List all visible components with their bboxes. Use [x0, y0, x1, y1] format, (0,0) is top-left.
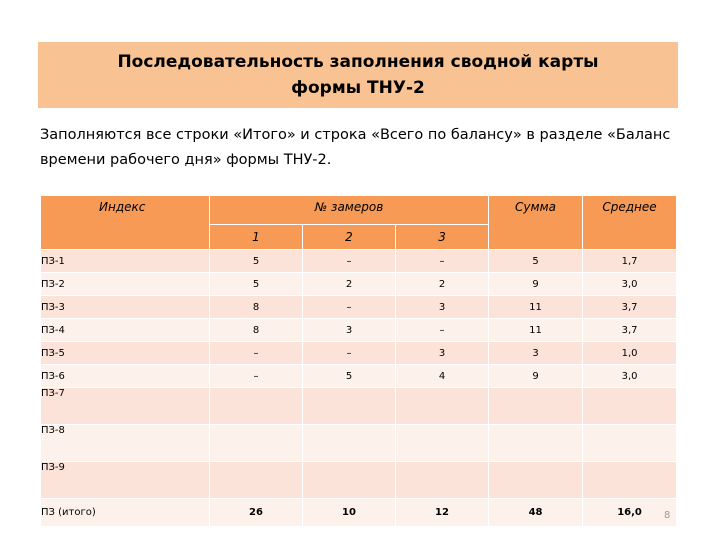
cell-m2 — [303, 462, 396, 499]
cell-m1: 26 — [210, 499, 303, 527]
cell-sum: 48 — [489, 499, 583, 527]
cell-m2: 5 — [303, 365, 396, 388]
cell-m1: – — [210, 342, 303, 365]
cell-sum: 11 — [489, 319, 583, 342]
table-row — [41, 319, 677, 342]
cell-index: ПЗ-9 — [41, 462, 210, 499]
slide-description — [40, 123, 690, 173]
cell-m3: 12 — [396, 499, 489, 527]
cell-avg — [583, 425, 677, 462]
table-row — [41, 365, 677, 388]
cell-m2: – — [303, 250, 396, 273]
cell-sum — [489, 388, 583, 425]
table-row — [41, 425, 677, 462]
cell-avg: 1,0 — [583, 342, 677, 365]
cell-index: ПЗ-5 — [41, 342, 210, 365]
table-row — [41, 342, 677, 365]
slide-title-line-1: Последовательность заполнения сводной карты — [117, 52, 599, 72]
description-line-2: времени рабочего дня» формы ТНУ-2. — [40, 152, 332, 168]
cell-index: ПЗ-2 — [41, 273, 210, 296]
cell-m1: 5 — [210, 250, 303, 273]
slide-title-line-2: формы ТНУ-2 — [291, 78, 425, 98]
cell-avg — [583, 462, 677, 499]
header-measurements: № замеров — [210, 196, 489, 225]
cell-m2 — [303, 388, 396, 425]
cell-m2: – — [303, 296, 396, 319]
header-measurement-1: 1 — [210, 225, 303, 250]
cell-avg: 16,0 — [583, 499, 677, 527]
cell-avg: 3,7 — [583, 319, 677, 342]
cell-sum — [489, 462, 583, 499]
cell-sum: 9 — [489, 365, 583, 388]
cell-m3: 4 — [396, 365, 489, 388]
page-number: 8 — [664, 510, 671, 521]
table-row — [41, 273, 677, 296]
cell-avg: 1,7 — [583, 250, 677, 273]
cell-m1: – — [210, 365, 303, 388]
cell-m2: – — [303, 342, 396, 365]
cell-m1 — [210, 425, 303, 462]
cell-index: ПЗ-4 — [41, 319, 210, 342]
cell-m1 — [210, 388, 303, 425]
cell-avg: 3,0 — [583, 365, 677, 388]
cell-avg: 3,0 — [583, 273, 677, 296]
cell-index: ПЗ-6 — [41, 365, 210, 388]
header-measurement-2: 2 — [303, 225, 396, 250]
cell-m3 — [396, 425, 489, 462]
cell-m3 — [396, 388, 489, 425]
cell-m2: 2 — [303, 273, 396, 296]
cell-sum: 11 — [489, 296, 583, 319]
description-line-1: Заполняются все строки «Итого» и строка «Всего по балансу» в разделе «Баланс — [40, 127, 671, 143]
cell-index: ПЗ-7 — [41, 388, 210, 425]
header-sum: Сумма — [489, 196, 583, 250]
cell-avg: 3,7 — [583, 296, 677, 319]
cell-sum — [489, 425, 583, 462]
cell-index: ПЗ-8 — [41, 425, 210, 462]
cell-m3: 2 — [396, 273, 489, 296]
cell-avg — [583, 388, 677, 425]
cell-m3 — [396, 462, 489, 499]
cell-m3: – — [396, 319, 489, 342]
table-row — [41, 296, 677, 319]
header-measurement-3: 3 — [396, 225, 489, 250]
cell-sum: 9 — [489, 273, 583, 296]
cell-m2: 3 — [303, 319, 396, 342]
table-row — [41, 250, 677, 273]
cell-m3: – — [396, 250, 489, 273]
cell-m1: 8 — [210, 296, 303, 319]
cell-m1: 8 — [210, 319, 303, 342]
cell-index: ПЗ (итого) — [41, 499, 210, 527]
cell-m2: 10 — [303, 499, 396, 527]
cell-m2 — [303, 425, 396, 462]
cell-m1 — [210, 462, 303, 499]
cell-m3: 3 — [396, 342, 489, 365]
cell-m1: 5 — [210, 273, 303, 296]
header-average: Среднее — [583, 196, 677, 250]
cell-sum: 3 — [489, 342, 583, 365]
cell-sum: 5 — [489, 250, 583, 273]
cell-index: ПЗ-1 — [41, 250, 210, 273]
measurement-table — [40, 195, 677, 527]
cell-index: ПЗ-3 — [41, 296, 210, 319]
table-row-total — [41, 499, 677, 527]
header-index: Индекс — [41, 196, 210, 250]
table-row — [41, 462, 677, 499]
slide-title — [38, 42, 678, 108]
cell-m3: 3 — [396, 296, 489, 319]
table-row — [41, 388, 677, 425]
